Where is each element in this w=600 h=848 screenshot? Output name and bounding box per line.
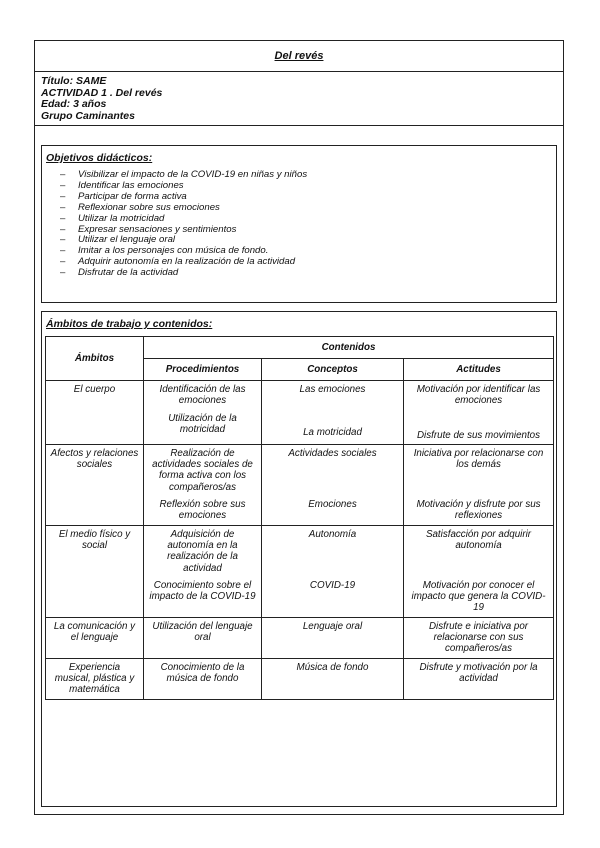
- concepto-cell: COVID-19: [262, 577, 404, 617]
- concepto-cell: Actividades sociales: [262, 444, 404, 496]
- ambito-cell: Experiencia musical, plástica y matemática: [46, 658, 144, 699]
- actitud-cell: Disfrute e iniciativa por relacionarse con sus compañeros/as: [404, 617, 554, 658]
- document-frame: [34, 40, 564, 815]
- actitud-cell: Satisfacción por adquirir autonomía: [404, 525, 554, 577]
- ambito-cell: La comunicación y el lenguaje: [46, 617, 144, 658]
- header-conceptos: Conceptos: [262, 359, 404, 381]
- procedimiento-cell: Realización de actividades sociales de forma activa con los compañeros/as: [144, 444, 262, 496]
- ambitos-section: [41, 311, 557, 807]
- actitud-cell: Motivación por conocer el impacto que genera la COVID-19: [404, 577, 554, 617]
- concepto-cell: Autonomía: [262, 525, 404, 577]
- meta-actividad: ACTIVIDAD 1 . Del revés: [41, 86, 163, 99]
- objectives-heading: Objetivos didácticos:: [46, 152, 153, 164]
- objective-item: – Identificar las emociones: [60, 181, 556, 192]
- objectives-list: [42, 170, 556, 279]
- objective-item: – Expresar sensaciones y sentimientos: [60, 225, 556, 236]
- objective-item: – Utilizar el lenguaje oral: [60, 235, 556, 246]
- procedimiento-cell: Conocimiento sobre el impacto de la COVID-19: [144, 577, 262, 617]
- header-actitudes: Actitudes: [404, 359, 554, 381]
- actitud-cell: Disfrute de sus movimientos: [404, 410, 554, 445]
- objective-item: – Participar de forma activa: [60, 192, 556, 203]
- procedimiento-cell: Identificación de las emociones: [144, 381, 262, 410]
- objective-item: – Adquirir autonomía en la realización de la actividad: [60, 257, 556, 268]
- activity-meta: [35, 72, 563, 126]
- meta-edad: Edad: 3 años: [41, 98, 107, 110]
- ambito-cell: El medio físico y social: [46, 525, 144, 617]
- objective-item: – Visibilizar el impacto de la COVID-19 en niñas y niños: [60, 170, 556, 181]
- objective-item: – Utilizar la motricidad: [60, 214, 556, 225]
- header-contenidos: Contenidos: [144, 337, 554, 359]
- ambito-cell: El cuerpo: [46, 381, 144, 445]
- ambito-cell: Afectos y relaciones sociales: [46, 444, 144, 525]
- concepto-cell: Lenguaje oral: [262, 617, 404, 658]
- objectives-section: [41, 145, 557, 303]
- procedimiento-cell: Adquisición de autonomía en la realización de la actividad: [144, 525, 262, 577]
- concepto-cell: Música de fondo: [262, 658, 404, 699]
- procedimiento-cell: Utilización de la motricidad: [144, 410, 262, 445]
- actitud-cell: Disfrute y motivación por la actividad: [404, 658, 554, 699]
- header-procedimientos: Procedimientos: [144, 359, 262, 381]
- meta-titulo: Título: SAME: [41, 75, 107, 87]
- concepto-cell: Las emociones: [262, 381, 404, 410]
- document-title: Del revés: [35, 41, 563, 72]
- actitud-cell: Motivación por identificar las emociones: [404, 381, 554, 410]
- objective-item: – Reflexionar sobre sus emociones: [60, 203, 556, 214]
- actitud-cell: Iniciativa por relacionarse con los demás: [404, 444, 554, 496]
- header-ambitos: Ámbitos: [46, 337, 144, 381]
- concepto-cell: La motricidad: [262, 410, 404, 445]
- actitud-cell: Motivación y disfrute por sus reflexiones: [404, 496, 554, 525]
- ambitos-heading: Ámbitos de trabajo y contenidos:: [46, 318, 213, 330]
- procedimiento-cell: Reflexión sobre sus emociones: [144, 496, 262, 525]
- procedimiento-cell: Conocimiento de la música de fondo: [144, 658, 262, 699]
- objective-item: – Imitar a los personajes con música de fondo.: [60, 246, 556, 257]
- concepto-cell: Emociones: [262, 496, 404, 525]
- meta-grupo: Grupo Caminantes: [41, 109, 135, 122]
- contents-table: [45, 336, 554, 700]
- objective-item: – Disfrutar de la actividad: [60, 268, 556, 279]
- procedimiento-cell: Utilización del lenguaje oral: [144, 617, 262, 658]
